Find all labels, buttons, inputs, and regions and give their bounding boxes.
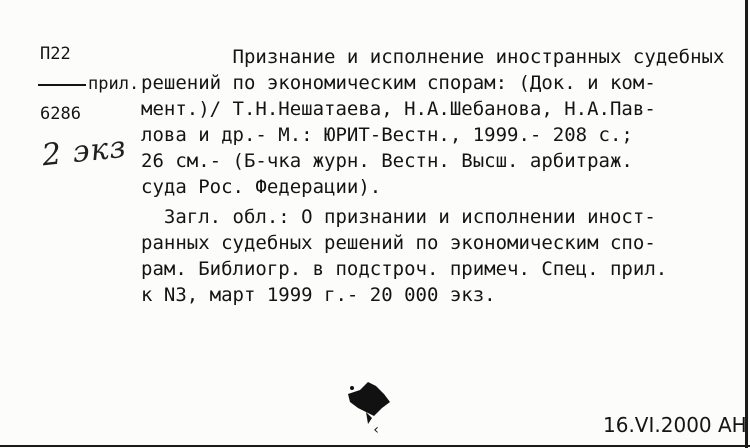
entry-line: лова и др.- М.: ЮРИТ-Вестн., 1999.- 208 с.; xyxy=(141,124,633,146)
handwritten-copies-note: 2 экз xyxy=(40,129,129,174)
card-bottom-edge xyxy=(0,445,750,447)
shelfmark-appendix xyxy=(38,74,139,94)
annotation-line: рам. Библиогр. в подстроч. примеч. Спец. прил. xyxy=(141,258,668,280)
card-right-edge xyxy=(745,0,748,448)
entry-line: решений по экономическим спорам: (Док. и ком- xyxy=(141,72,656,94)
shelfmark-class-code: П22 xyxy=(40,44,71,64)
appendix-underline xyxy=(38,84,86,86)
speck-mark: ‹ xyxy=(372,422,381,438)
entry-line: 26 см.- (Б-чка журн. Вестн. Высш. арбитраж. xyxy=(141,150,633,172)
appendix-label: прил. xyxy=(88,74,140,94)
date-stamp: 16.VI.2000 AH xyxy=(603,413,747,437)
entry-line: Признание и исполнение иностранных судебных xyxy=(141,46,725,68)
entry-line: мент.)/ Т.Н.Нешатаева, Н.А.Шебанова, Н.А.Пав- xyxy=(141,98,656,120)
annotation-paragraph xyxy=(141,204,741,308)
annotation-line: Загл. обл.: О признании и исполнении иност- xyxy=(141,206,656,228)
bibliographic-entry xyxy=(141,44,741,200)
entry-line: суда Рос. Федерации). xyxy=(141,176,382,198)
annotation-line: к N3, март 1999 г.- 20 000 экз. xyxy=(141,284,496,306)
shelfmark-inventory-number: 6286 xyxy=(40,104,81,124)
annotation-line: ранных судебных решений по экономическим спо- xyxy=(141,232,656,254)
ink-blot-mark xyxy=(338,372,398,432)
